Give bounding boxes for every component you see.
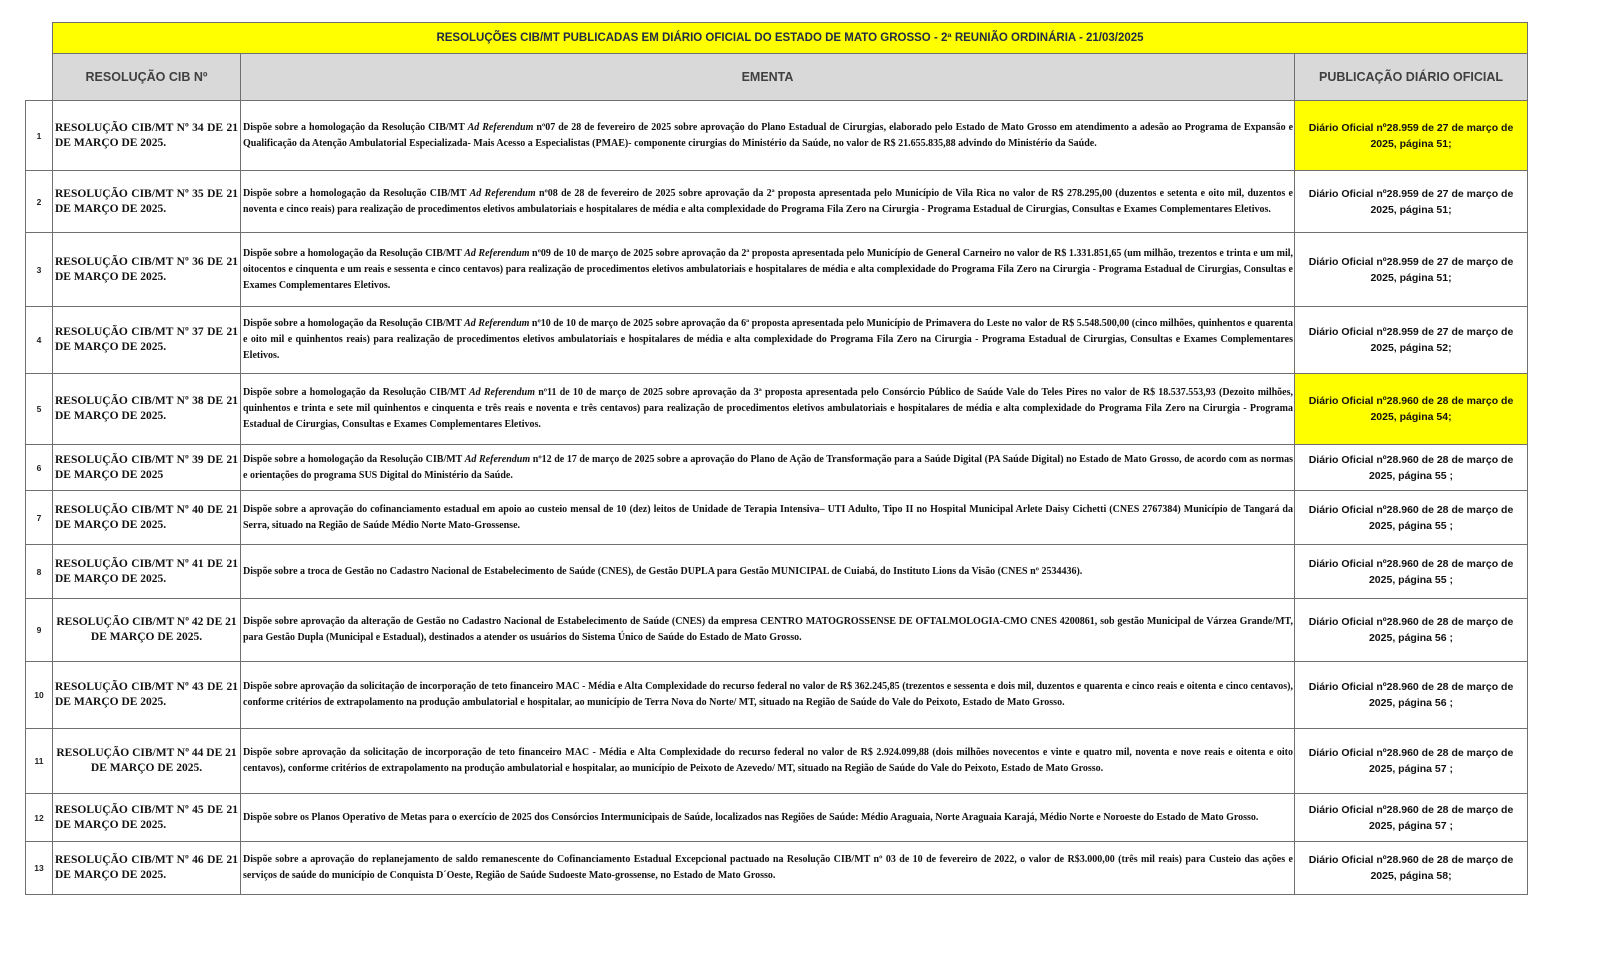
publication-cell: Diário Oficial nº28.959 de 27 de março de 2025, página 51; — [1295, 171, 1528, 233]
ementa-text: Dispõe sobre a homologação da Resolução CIB/MT — [243, 387, 469, 398]
table-row — [26, 233, 1528, 307]
table-row — [26, 729, 1528, 794]
ementa-italic: Ad Referendum — [464, 318, 530, 329]
ementa-text: Dispõe sobre aprovação da solicitação de incorporação de teto financeiro MAC - Média e Alta Complexidade do recurso federal no valor de R$ 2.924.099,88 (dois milhões novecentos e vinte e quatro mil, noventa e nove reais e oitenta e oito centavos), conforme critérios de extrapolamento na produção ambulatorial e hospitalar, ao município de Peixoto de Azevedo/ MT, situado na Região de Saúde do Vale do Peixoto, Estado de Mato Grosso. — [243, 747, 1293, 774]
resolution-number: RESOLUÇÃO CIB/MT Nº 45 DE 21 DE MARÇO DE 2025. — [53, 794, 241, 842]
ementa-cell — [241, 729, 1295, 794]
row-number: 1 — [26, 101, 53, 171]
header-resolucao: RESOLUÇÃO CIB Nº — [53, 54, 241, 101]
publication-cell: Diário Oficial nº28.960 de 28 de março de 2025, página 55 ; — [1295, 545, 1528, 599]
publication-cell: Diário Oficial nº28.960 de 28 de março de 2025, página 55 ; — [1295, 491, 1528, 545]
table-row — [26, 545, 1528, 599]
ementa-text: Dispõe sobre a homologação da Resolução CIB/MT — [243, 318, 465, 329]
ementa-text-cont: nº10 de 10 de março de 2025 sobre aprovação da 6ª proposta apresentada pelo Município de Primavera do Leste no valor de R$ 5.548.500,00 (cinco milhões, quinhentos e quarenta e oito mil e quinhentos reais) para realização de procedimentos eletivos ambulatoriais e hospitalares de média e alta complexidade do Programa Fila Zero na Cirurgia - Programa Estadual de Cirurgias, Consultas e Exames Complementares Eletivos. — [243, 318, 1294, 361]
table-row — [26, 794, 1528, 842]
table-title: RESOLUÇÕES CIB/MT PUBLICADAS EM DIÁRIO OFICIAL DO ESTADO DE MATO GROSSO - 2ª REUNIÃO ORDINÁRIA - 21/03/2025 — [53, 23, 1528, 54]
ementa-cell — [241, 101, 1295, 171]
row-number: 3 — [26, 233, 53, 307]
row-number: 5 — [26, 374, 53, 445]
row-number: 8 — [26, 545, 53, 599]
ementa-cell — [241, 307, 1295, 374]
resolution-number: RESOLUÇÃO CIB/MT Nº 41 DE 21 DE MARÇO DE 2025. — [53, 545, 241, 599]
publication-cell: Diário Oficial nº28.959 de 27 de março de 2025, página 51; — [1295, 233, 1528, 307]
ementa-italic: Ad Referendum — [464, 453, 531, 465]
resolution-number: RESOLUÇÃO CIB/MT Nº 44 DE 21 DE MARÇO DE 2025. — [53, 729, 241, 794]
ementa-text: Dispõe sobre os Planos Operativo de Metas para o exercício de 2025 dos Consórcios Intermunicipais de Saúde, localizados nas Regiões de Saúde: Médio Araguaia, Norte Araguaia Karajá, Médio Norte e Noroeste do Estado de Mato Grosso. — [243, 811, 1259, 823]
resolution-number: RESOLUÇÃO CIB/MT Nº 38 DE 21 DE MARÇO DE 2025. — [53, 374, 241, 445]
ementa-text: Dispõe sobre a homologação da Resolução CIB/MT — [243, 247, 465, 259]
ementa-text: Dispõe sobre a homologação da Resolução CIB/MT — [243, 121, 468, 133]
ementa-italic: Ad Referendum — [467, 121, 534, 133]
ementa-italic: Ad Referendum — [468, 387, 535, 398]
row-number: 7 — [26, 491, 53, 545]
ementa-text: Dispõe sobre a homologação da Resolução CIB/MT — [243, 453, 465, 465]
ementa-cell — [241, 171, 1295, 233]
publication-cell: Diário Oficial nº28.960 de 28 de março de 2025, página 56 ; — [1295, 599, 1528, 662]
ementa-text: Dispõe sobre a aprovação do replanejamento de saldo remanescente do Cofinanciamento Estadual Excepcional pactuado na Resolução CIB/MT nº 03 de 10 de fevereiro de 2022, o valor de R$3.000,00 (três mil reais) para Custeio das ações e serviços de saúde do município de Conquista D´Oeste, Região de Saúde Sudoeste Mato-grossense, no Estado de Mato Grosso. — [243, 854, 1293, 881]
ementa-italic: Ad Referendum — [469, 187, 536, 199]
ementa-cell — [241, 374, 1295, 445]
resolution-number: RESOLUÇÃO CIB/MT Nº 43 DE 21 DE MARÇO DE 2025. — [53, 662, 241, 729]
ementa-text: Dispõe sobre aprovação da solicitação de incorporação de teto financeiro MAC - Média e Alta Complexidade do recurso federal no valor de R$ 362.245,85 (trezentos e sessenta e dois mil, duzentos e quarenta e cinco reais e oitenta e cinco centavos), conforme critérios de extrapolamento na produção ambulatorial e hospitalar, ao município de Terra Nova do Norte/ MT, situado na Região de Saúde do Vale do Peixoto, Estado de Mato Grosso. — [243, 681, 1293, 708]
header-publicacao: PUBLICAÇÃO DIÁRIO OFICIAL — [1295, 54, 1528, 101]
publication-cell: Diário Oficial nº28.959 de 27 de março de 2025, página 51; — [1295, 101, 1528, 171]
resolution-number: RESOLUÇÃO CIB/MT Nº 46 DE 21 DE MARÇO DE 2025. — [53, 842, 241, 895]
table-row — [26, 491, 1528, 545]
ementa-cell — [241, 599, 1295, 662]
ementa-cell — [241, 545, 1295, 599]
row-number: 13 — [26, 842, 53, 895]
publication-cell: Diário Oficial nº28.960 de 28 de março de 2025, página 56 ; — [1295, 662, 1528, 729]
row-number: 4 — [26, 307, 53, 374]
resolution-number: RESOLUÇÃO CIB/MT Nº 42 DE 21 DE MARÇO DE 2025. — [53, 599, 241, 662]
table-row — [26, 374, 1528, 445]
row-number: 10 — [26, 662, 53, 729]
row-number: 12 — [26, 794, 53, 842]
row-number: 11 — [26, 729, 53, 794]
header-ementa: EMENTA — [241, 54, 1295, 101]
resolution-number: RESOLUÇÃO CIB/MT Nº 40 DE 21 DE MARÇO DE 2025. — [53, 491, 241, 545]
table-row — [26, 599, 1528, 662]
resolution-number: RESOLUÇÃO CIB/MT Nº 35 DE 21 DE MARÇO DE 2025. — [53, 171, 241, 233]
ementa-text-cont: nº08 de 28 de fevereiro de 2025 sobre aprovação da 2ª proposta apresentada pelo Município de Vila Rica no valor de R$ 278.295,00 (duzentos e setenta e oito mil, duzentos e noventa e cinco reais) para realização de procedimentos eletivos ambulatoriais e hospitalares de média e alta complexidade do Programa Fila Zero na Cirurgia - Programa Estadual de Cirurgias, Consultas e Exames Complementares Eletivos. — [243, 187, 1293, 215]
row-number: 9 — [26, 599, 53, 662]
ementa-cell — [241, 233, 1295, 307]
row-number: 2 — [26, 171, 53, 233]
publication-cell: Diário Oficial nº28.959 de 27 de março de 2025, página 52; — [1295, 307, 1528, 374]
ementa-text: Dispõe sobre a aprovação do cofinanciamento estadual em apoio ao custeio mensal de 10 (dez) leitos de Unidade de Terapia Intensiva– UTI Adulto, Tipo II no Hospital Municipal Arlete Daisy Cichetti (CNES 2767384) Município de Tangará da Serra, situado na Região de Saúde Médio Norte Mato-Grossense. — [243, 503, 1293, 531]
ementa-cell — [241, 491, 1295, 545]
table-row — [26, 307, 1528, 374]
publication-cell: Diário Oficial nº28.960 de 28 de março de 2025, página 55 ; — [1295, 445, 1528, 491]
ementa-text-cont: nº12 de 17 de março de 2025 sobre a aprovação do Plano de Ação de Transformação para a Saúde Digital (PA Saúde Digital) no Estado de Mato Grosso, de acordo com as normas e orientações do programa SUS Digital do Ministério da Saúde. — [243, 453, 1293, 481]
publication-cell: Diário Oficial nº28.960 de 28 de março de 2025, página 58; — [1295, 842, 1528, 895]
ementa-text-cont: nº09 de 10 de março de 2025 sobre aprovação da 2ª proposta apresentada pelo Município de General Carneiro no valor de R$ 1.331.851,65 (um milhão, trezentos e trinta e um mil, oitocentos e cinquenta e um reais e sessenta e cinco centavos) para realização de procedimentos eletivos ambulatoriais e hospitalares de média e alta complexidade do Programa Fila Zero na Cirurgia - Programa Estadual de Cirurgias, Consultas e Exames Complementares Eletivos. — [243, 247, 1294, 291]
resolution-number: RESOLUÇÃO CIB/MT Nº 37 DE 21 DE MARÇO DE 2025. — [53, 307, 241, 374]
ementa-text-cont: nº07 de 28 de fevereiro de 2025 sobre aprovação do Plano Estadual de Cirurgias, elaborado pelo Estado de Mato Grosso em atendimento a adesão ao Programa de Expansão e Qualificação da Atenção Ambulatorial Especializada- Mais Acesso a Especialistas (PMAE)- componente cirurgias do Ministério da Saúde, no valor de R$ 21.655.835,88 advindo do Ministério da Saúde. — [243, 121, 1294, 149]
ementa-text: Dispõe sobre a troca de Gestão no Cadastro Nacional de Estabelecimento de Saúde (CNES), de Gestão DUPLA para Gestão MUNICIPAL de Cuiabá, do Instituto Lions da Visão (CNES nº 2534436). — [243, 565, 1083, 577]
row-number: 6 — [26, 445, 53, 491]
publication-cell: Diário Oficial nº28.960 de 28 de março de 2025, página 57 ; — [1295, 729, 1528, 794]
ementa-cell — [241, 445, 1295, 491]
table-row — [26, 842, 1528, 895]
header-blank-cell — [26, 54, 53, 101]
ementa-cell — [241, 842, 1295, 895]
resolutions-table — [25, 22, 1528, 895]
resolution-number: RESOLUÇÃO CIB/MT Nº 39 DE 21 DE MARÇO DE 2025 — [53, 445, 241, 491]
ementa-text: Dispõe sobre aprovação da alteração de Gestão no Cadastro Nacional de Estabelecimento de Saúde (CNES) da empresa CENTRO MATOGROSSENSE DE OFTALMOLOGIA-CMO CNES 4200861, sob gestão Municipal de Várzea Grande/MT, para Gestão Dupla (Municipal e Estadual), destinados a atender os usuários do Sistema Único de Saúde do Estado de Mato Grosso. — [243, 616, 1293, 643]
ementa-italic: Ad Referendum — [464, 247, 530, 259]
publication-cell: Diário Oficial nº28.960 de 28 de março de 2025, página 54; — [1295, 374, 1528, 445]
title-blank-cell — [26, 23, 53, 54]
ementa-cell — [241, 662, 1295, 729]
resolution-number: RESOLUÇÃO CIB/MT Nº 36 DE 21 DE MARÇO DE 2025. — [53, 233, 241, 307]
resolution-number: RESOLUÇÃO CIB/MT Nº 34 DE 21 DE MARÇO DE 2025. — [53, 101, 241, 171]
ementa-cell — [241, 794, 1295, 842]
ementa-text: Dispõe sobre a homologação da Resolução CIB/MT — [243, 187, 470, 199]
table-row — [26, 662, 1528, 729]
publication-cell: Diário Oficial nº28.960 de 28 de março de 2025, página 57 ; — [1295, 794, 1528, 842]
table-body — [26, 101, 1528, 895]
table-row — [26, 101, 1528, 171]
ementa-text-cont: nº11 de 10 de março de 2025 sobre aprovação da 3ª proposta apresentada pelo Consórcio Público de Saúde Vale do Teles Pires no valor de R$ 18.537.553,93 (Dezoito milhões, quinhentos e trinta e sete mil quinhentos e cinquenta e três reais e noventa e três centavos) para realização de procedimentos eletivos ambulatoriais e hospitalares de média e alta complexidade do Programa Fila Zero na Cirurgia - Programa Estadual de Cirurgias, Consultas e Exames Complementares Eletivos. — [243, 387, 1294, 430]
table-row — [26, 171, 1528, 233]
table-row — [26, 445, 1528, 491]
